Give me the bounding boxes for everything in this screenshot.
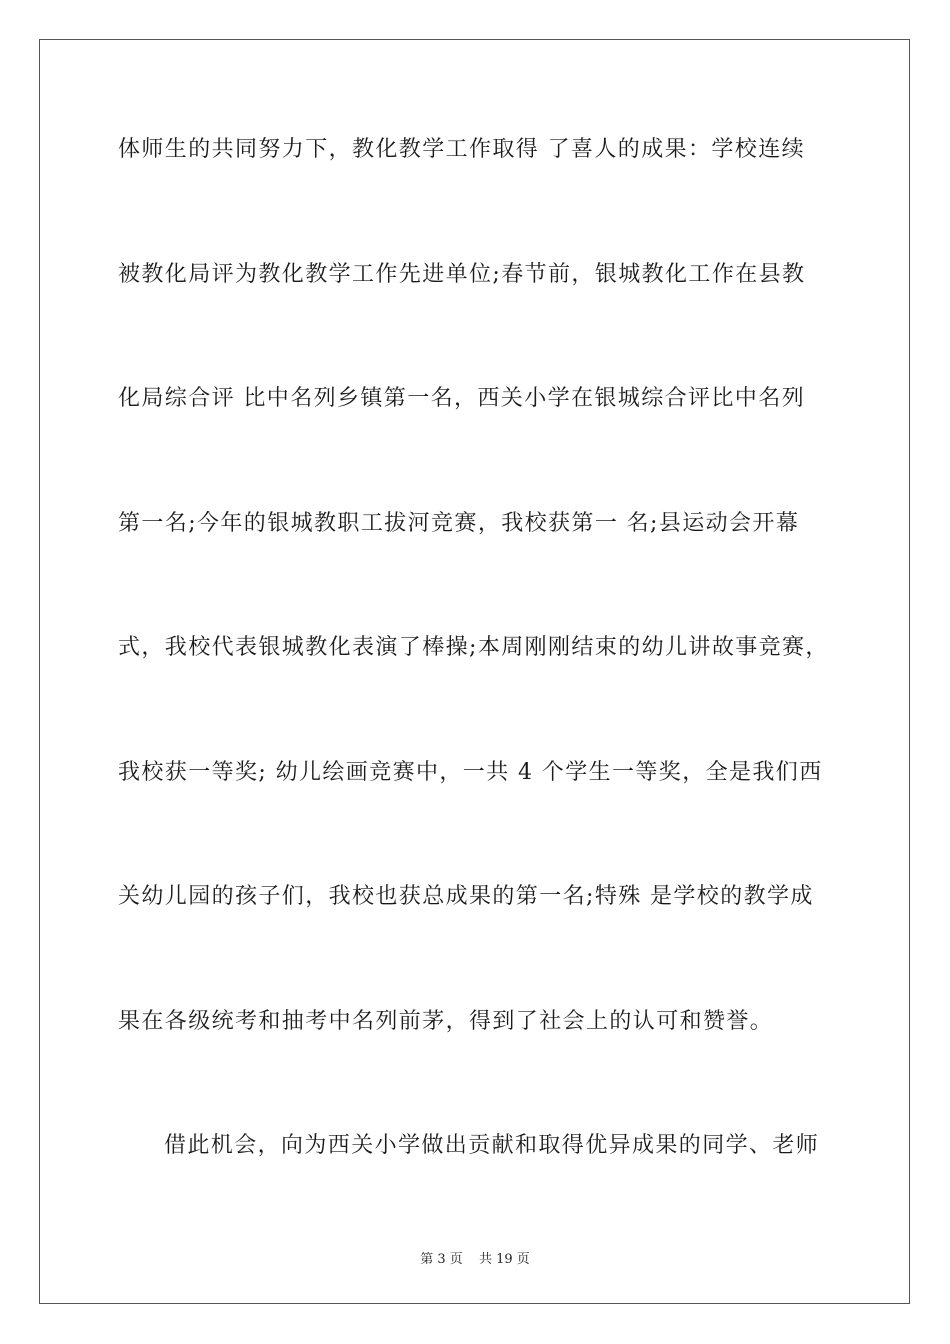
text-line: 第一名;今年的银城教职工拔河竞赛，我校获第一 名;县运动会开幕 (118, 510, 800, 536)
page-footer (0, 1248, 950, 1267)
text-line: 借此机会，向为西关小学做出贡献和取得优异成果的同学、老师 (164, 1133, 820, 1158)
text-line: 关幼儿园的孩子们，我校也获总成果的第一名;特殊 是学校的教学成 (118, 884, 814, 909)
document-body (118, 108, 858, 1229)
page-number: 第 3 页 (420, 1252, 463, 1267)
text-line: 化局综合评 比中名列乡镇第一名，西关小学在银城综合评比中名列 (118, 386, 805, 411)
text-line: 被教化局评为教化教学工作先进单位;春节前，银城教化工作在县教 (118, 261, 806, 287)
page-total: 共 19 页 (478, 1252, 530, 1267)
text-line: 式，我校代表银城教化表演了棒操;本周刚刚结束的幼儿讲故事竞赛， (118, 635, 829, 660)
text-line: 体师生的共同努力下，教化教学工作取得 了喜人的成果：学校连续 (118, 137, 805, 162)
text-line: 我校获一等奖; 幼儿绘画竞赛中，一共 4 个学生一等奖，全是我们西 (118, 759, 823, 785)
text-line: 果在各级统考和抽考中名列前茅，得到了社会上的认可和赞誉。 (118, 1008, 774, 1034)
